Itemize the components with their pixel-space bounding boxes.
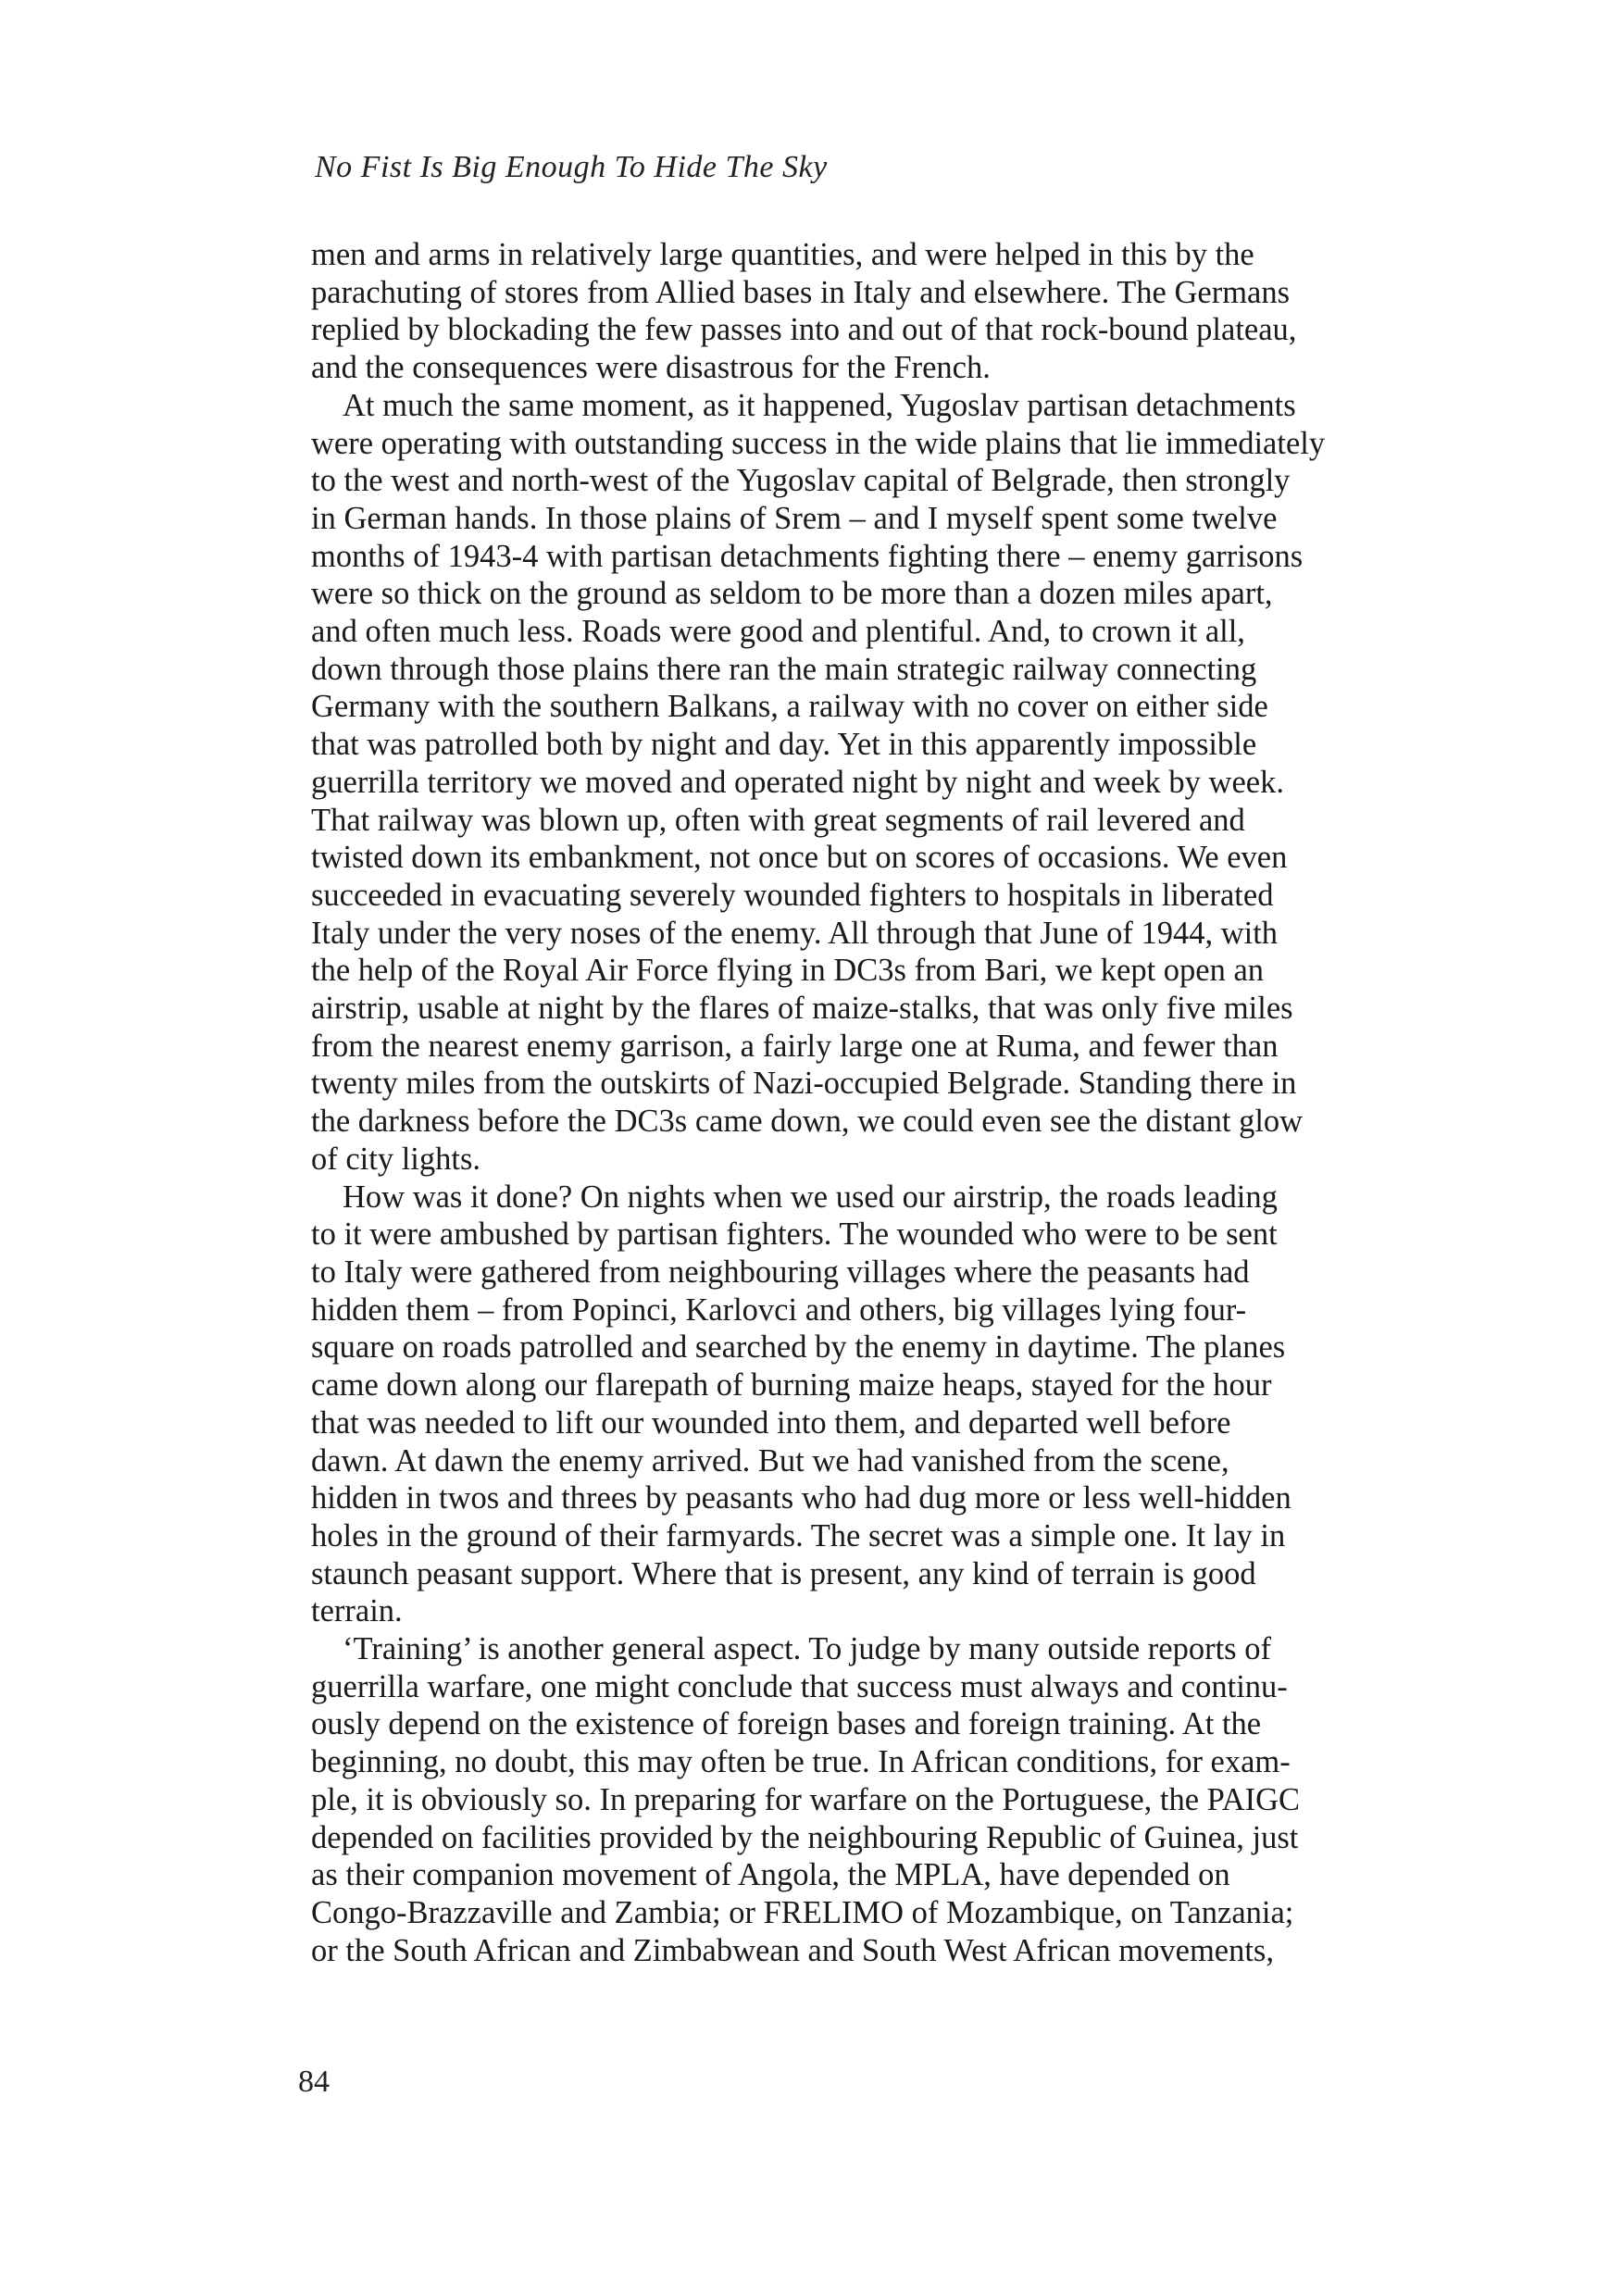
text-line: parachuting of stores from Allied bases in Italy and elsewhere. The Germans xyxy=(311,274,1291,310)
text-line: guerrilla territory we moved and operated night by night and week by week. xyxy=(311,764,1284,800)
paragraph-start-line: ‘Training’ is another general aspect. To judge by many outside reports of xyxy=(343,1631,1271,1667)
page-number: 84 xyxy=(298,2065,330,2099)
text-line: came down along our flarepath of burning maize heaps, stayed for the hour xyxy=(311,1367,1272,1404)
text-line: dawn. At dawn the enemy arrived. But we had vanished from the scene, xyxy=(311,1442,1229,1479)
text-line: terrain. xyxy=(311,1593,403,1629)
text-line: holes in the ground of their farmyards. The secret was a simple one. It lay in xyxy=(311,1517,1286,1554)
text-line: men and arms in relatively large quantities, and were helped in this by the xyxy=(311,237,1254,272)
text-line: ple, it is obviously so. In preparing for warfare on the Portuguese, the PAIGC xyxy=(311,1781,1301,1817)
paragraph-start-line: How was it done? On nights when we used our airstrip, the roads leading xyxy=(343,1179,1278,1215)
text-line: depended on facilities provided by the neighbouring Republic of Guinea, just xyxy=(311,1819,1299,1855)
text-line: hidden in twos and threes by peasants who had dug more or less well-hidden xyxy=(311,1480,1291,1516)
text-line: airstrip, usable at night by the flares of maize-stalks, that was only five miles xyxy=(311,991,1293,1027)
text-line: as their companion movement of Angola, the MPLA, have depended on xyxy=(311,1857,1230,1893)
text-line: that was needed to lift our wounded into them, and departed well before xyxy=(311,1404,1231,1441)
text-line: to it were ambushed by partisan fighters. The wounded who were to be sent xyxy=(311,1217,1278,1253)
text-line: were so thick on the ground as seldom to be more than a dozen miles apart, xyxy=(311,576,1273,612)
text-line: replied by blockading the few passes into and out of that rock-bound plateau, xyxy=(311,312,1297,348)
text-line: staunch peasant support. Where that is present, any kind of terrain is good xyxy=(311,1555,1256,1591)
text-line: that was patrolled both by night and day. Yet in this apparently impossible xyxy=(311,727,1257,763)
text-line: of city lights. xyxy=(311,1141,481,1177)
text-line: hidden them – from Popinci, Karlovci and others, big villages lying four- xyxy=(311,1292,1247,1328)
text-line: to Italy were gathered from neighbouring villages where the peasants had xyxy=(311,1254,1250,1290)
text-line: square on roads patrolled and searched by the enemy in daytime. The planes xyxy=(311,1329,1286,1366)
text-line: ously depend on the existence of foreign bases and foreign training. At the xyxy=(311,1706,1262,1742)
text-line: guerrilla warfare, one might conclude that success must always and continu- xyxy=(311,1668,1288,1704)
text-line: the darkness before the DC3s came down, we could even see the distant glow xyxy=(311,1104,1304,1140)
text-line: succeeded in evacuating severely wounded fighters to hospitals in liberated xyxy=(311,877,1274,913)
text-line: That railway was blown up, often with great segments of rail levered and xyxy=(311,802,1245,838)
text-line: down through those plains there ran the main strategic railway connecting xyxy=(311,651,1257,687)
text-line: Italy under the very noses of the enemy. All through that June of 1944, with xyxy=(311,915,1279,951)
text-line: from the nearest enemy garrison, a fairly large one at Ruma, and fewer than xyxy=(311,1028,1279,1064)
text-line: or the South African and Zimbabwean and South West African movements, xyxy=(311,1932,1274,1968)
text-line: Germany with the southern Balkans, a railway with no cover on either side xyxy=(311,689,1268,725)
text-line: in German hands. In those plains of Srem – and I myself spent some twelve xyxy=(311,500,1278,536)
paragraph-start-line: At much the same moment, as it happened, Yugoslav partisan detachments xyxy=(343,387,1296,423)
text-line: and often much less. Roads were good and plentiful. And, to crown it all, xyxy=(311,614,1245,650)
text-line: to the west and north-west of the Yugoslav capital of Belgrade, then strongly xyxy=(311,463,1291,499)
text-line: were operating with outstanding success in the wide plains that lie immediately xyxy=(311,425,1326,461)
running-title: No Fist Is Big Enough To Hide The Sky xyxy=(315,150,828,184)
text-line: the help of the Royal Air Force flying in DC3s from Bari, we kept open an xyxy=(311,953,1265,989)
text-line: beginning, no doubt, this may often be true. In African conditions, for exam- xyxy=(311,1744,1291,1780)
text-line: twisted down its embankment, not once but on scores of occasions. We even xyxy=(311,840,1288,876)
text-line: and the consequences were disastrous for the French. xyxy=(311,350,991,386)
body-text xyxy=(311,236,1413,1969)
text-line: twenty miles from the outskirts of Nazi-occupied Belgrade. Standing there in xyxy=(311,1066,1297,1102)
text-line: Congo-Brazzaville and Zambia; or FRELIMO of Mozambique, on Tanzania; xyxy=(311,1894,1294,1930)
text-line: months of 1943-4 with partisan detachments fighting there – enemy garrisons xyxy=(311,538,1304,574)
